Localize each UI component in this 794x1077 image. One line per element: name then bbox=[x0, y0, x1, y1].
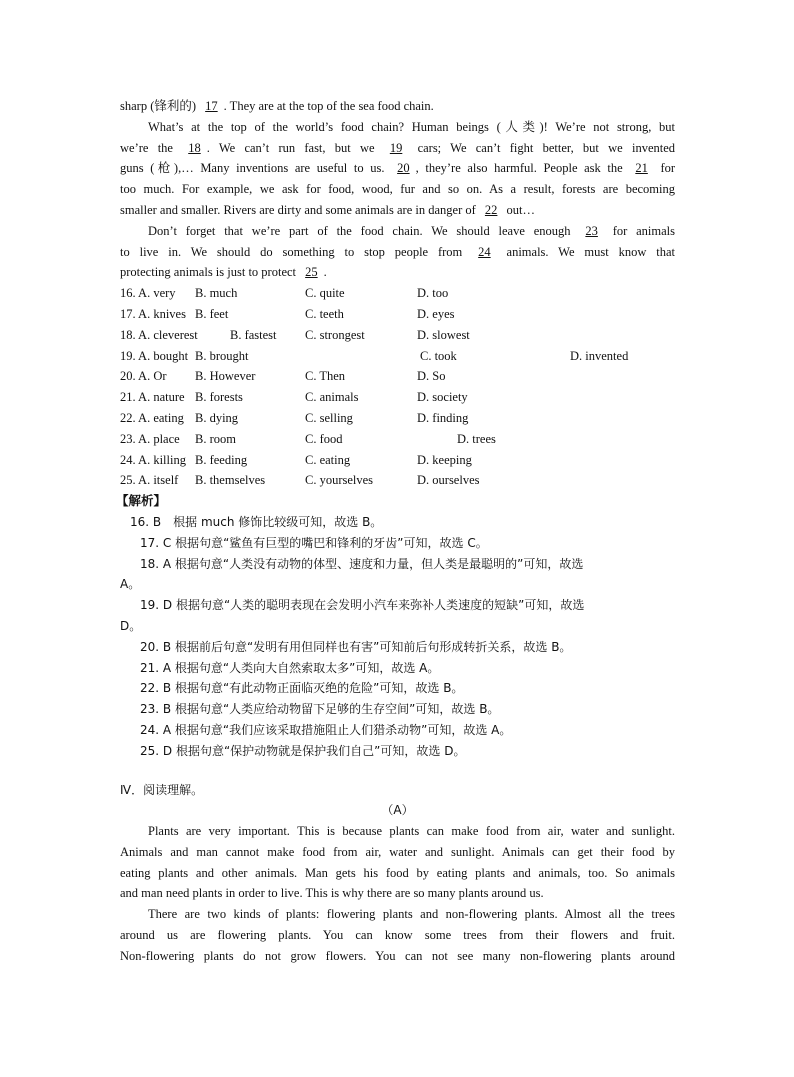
option-cell: D. invented bbox=[570, 348, 629, 363]
analysis-item: 25. D 根据句意“保护动物就是保护我们自己”可知，故选 D。 bbox=[140, 743, 466, 758]
blank-18: 18 bbox=[188, 140, 201, 155]
blank-24: 24 bbox=[478, 244, 491, 259]
option-cell: B. themselves bbox=[195, 473, 266, 488]
option-cell: 22. A. eating bbox=[120, 410, 184, 425]
option-row bbox=[120, 283, 675, 304]
text-span: for bbox=[660, 161, 676, 176]
reading-line: and man need plants in order to live. This is why there are so many plants around us. bbox=[120, 886, 544, 901]
text-span: guns (枪),… Many inventions are useful to us. bbox=[120, 161, 385, 176]
options-list bbox=[120, 283, 675, 491]
option-cell: D. trees bbox=[457, 431, 496, 446]
option-cell: C. food bbox=[305, 431, 343, 446]
cloze-line bbox=[120, 96, 675, 117]
blank-20: 20 bbox=[397, 161, 410, 176]
cloze-line bbox=[120, 221, 675, 242]
text-span: to live in. We should do something to stop people from bbox=[120, 244, 463, 259]
cloze-line: too much. For example, we ask for food, wood, fur and so on. As a result, forests are becoming bbox=[120, 182, 675, 197]
text: . They are at the top of the sea food chain. bbox=[223, 99, 434, 113]
option-row bbox=[120, 408, 675, 429]
option-cell: C. strongest bbox=[305, 327, 365, 342]
text-span: . We can’t run fast, but we bbox=[206, 140, 375, 155]
option-cell bbox=[380, 346, 420, 367]
text-span: Don’t forget that we’re part of the food chain. We should leave enough bbox=[148, 223, 571, 238]
option-cell: D. slowest bbox=[417, 327, 470, 342]
option-cell: B. feeding bbox=[195, 452, 248, 467]
text-span: we’re the bbox=[120, 140, 173, 155]
option-cell: D. keeping bbox=[417, 452, 472, 467]
cloze-line bbox=[120, 200, 675, 221]
analysis-item: 16. B 根据 much 修饰比较级可知，故选 B。 bbox=[130, 514, 383, 529]
reading-line: Non-flowering plants do not grow flowers. You can not see many non-flowering plants around bbox=[120, 948, 675, 963]
option-row bbox=[120, 325, 675, 346]
option-cell: B. brought bbox=[195, 348, 249, 363]
blank-21: 21 bbox=[635, 161, 648, 176]
reading-line: eating plants and other animals. Man gets his food by eating plants and animals, too. So animals bbox=[120, 865, 675, 880]
analysis-item: 23. B 根据句意“人类应给动物留下足够的生存空间”可知，故选 B。 bbox=[140, 702, 500, 717]
option-cell: C. Then bbox=[305, 369, 346, 384]
analysis-item: D。 bbox=[120, 618, 142, 633]
option-cell: 25. A. itself bbox=[120, 473, 179, 488]
option-cell: C. took bbox=[420, 348, 457, 363]
blank-23: 23 bbox=[585, 223, 598, 238]
option-cell: B. much bbox=[195, 286, 238, 301]
option-cell: B. dying bbox=[195, 410, 239, 425]
option-cell: C. quite bbox=[305, 286, 345, 301]
text-span: for animals bbox=[612, 223, 675, 238]
analysis-item: 18. A 根据句意“人类没有动物的体型、速度和力量，但人类是最聪明的”可知，故选 bbox=[140, 556, 584, 571]
option-row: 19. A. bought B. brought C. took D. invented bbox=[120, 346, 675, 367]
passage-label: （A） bbox=[381, 803, 414, 818]
option-cell: B. forests bbox=[195, 390, 243, 405]
option-row bbox=[120, 470, 675, 491]
option-cell: C. teeth bbox=[305, 306, 344, 321]
option-cell: D. finding bbox=[417, 410, 469, 425]
analysis-item: 20. B 根据前后句意“发明有用但同样也有害”可知前后句形成转折关系，故选 B。 bbox=[140, 639, 572, 654]
blank-25: 25 bbox=[305, 265, 318, 280]
option-cell: 21. A. nature bbox=[120, 390, 185, 405]
option-cell: B. room bbox=[195, 431, 236, 446]
document-page bbox=[116, 96, 676, 967]
reading-line: Plants are very important. This is because plants can make food from air, water and sunlight. bbox=[148, 824, 675, 839]
option-cell: D. too bbox=[417, 286, 449, 301]
cloze-line bbox=[120, 158, 675, 179]
cloze-line bbox=[120, 138, 675, 159]
text-span: . bbox=[323, 265, 327, 280]
option-cell: C. yourselves bbox=[305, 473, 374, 488]
option-cell: C. animals bbox=[305, 390, 359, 405]
option-row bbox=[120, 304, 675, 325]
analysis-item: 19. D 根据句意“人类的聪明表现在会发明小汽车来弥补人类速度的短缺”可知，故选 bbox=[140, 598, 585, 613]
cloze-line: What’s at the top of the world’s food chain? Human beings (人类)! We’re not strong, but bbox=[148, 119, 675, 134]
option-cell: C. eating bbox=[305, 452, 351, 467]
option-cell: B. fastest bbox=[230, 327, 277, 342]
option-cell: D. So bbox=[417, 369, 446, 384]
section-heading: Ⅳ．阅读理解。 bbox=[120, 782, 204, 797]
text-span: protecting animals is just to protect bbox=[120, 265, 297, 280]
option-cell: 24. A. killing bbox=[120, 452, 186, 467]
option-row bbox=[120, 366, 675, 387]
cloze-line bbox=[120, 262, 675, 283]
option-row bbox=[120, 387, 675, 408]
blank-19: 19 bbox=[389, 140, 403, 155]
option-cell: C. selling bbox=[305, 410, 353, 425]
analysis-item: A。 bbox=[120, 577, 141, 592]
option-cell: D. eyes bbox=[417, 306, 455, 321]
option-cell: D. society bbox=[417, 390, 468, 405]
analysis-item: 22. B 根据句意“有此动物正面临灭绝的危险”可知，故选 B。 bbox=[140, 681, 464, 696]
option-cell: 18. A. cleverest bbox=[120, 327, 198, 342]
reading-line: Animals and man cannot make food from air, water and sunlight. Animals can get their food by bbox=[120, 844, 675, 859]
analysis-item: 21. A 根据句意“人类向大自然索取太多”可知，故选 A。 bbox=[140, 660, 440, 675]
option-row bbox=[120, 450, 675, 471]
text-span: smaller and smaller. Rivers are dirty and some animals are in danger of bbox=[120, 202, 476, 217]
analysis-item: 24. A 根据句意“我们应该采取措施阻止人们猎杀动物”可知，故选 A。 bbox=[140, 722, 512, 737]
text-span: animals. We must know that bbox=[506, 244, 675, 259]
option-cell: 17. A. knives bbox=[120, 306, 186, 321]
analysis-heading: 【解析】 bbox=[116, 493, 167, 509]
text: sharp (锋利的) bbox=[120, 99, 197, 113]
text-span: out… bbox=[506, 202, 536, 217]
reading-line: around us are flowering plants. You can know some trees from their flowers and fruit. bbox=[120, 928, 675, 943]
option-cell: B. However bbox=[195, 369, 256, 384]
blank-22: 22 bbox=[484, 202, 498, 217]
reading-line: There are two kinds of plants: flowering plants and non-flowering plants. Almost all the trees bbox=[148, 907, 675, 922]
option-cell: 20. A. Or bbox=[120, 369, 167, 384]
text-span: cars; We can’t fight better, but we invented bbox=[417, 140, 676, 155]
text-span: , they’re also harmful. People ask the bbox=[415, 161, 623, 176]
cloze-line bbox=[120, 242, 675, 263]
option-cell: 23. A. place bbox=[120, 431, 180, 446]
option-cell: B. feet bbox=[195, 306, 229, 321]
option-cell: 16. A. very bbox=[120, 286, 176, 301]
option-cell: D. ourselves bbox=[417, 473, 480, 488]
blank-17: 17 bbox=[205, 99, 218, 113]
analysis-item: 17. C 根据句意“鲨鱼有巨型的嘴巴和锋利的牙齿”可知，故选 C。 bbox=[140, 535, 488, 550]
option-row bbox=[120, 429, 675, 450]
